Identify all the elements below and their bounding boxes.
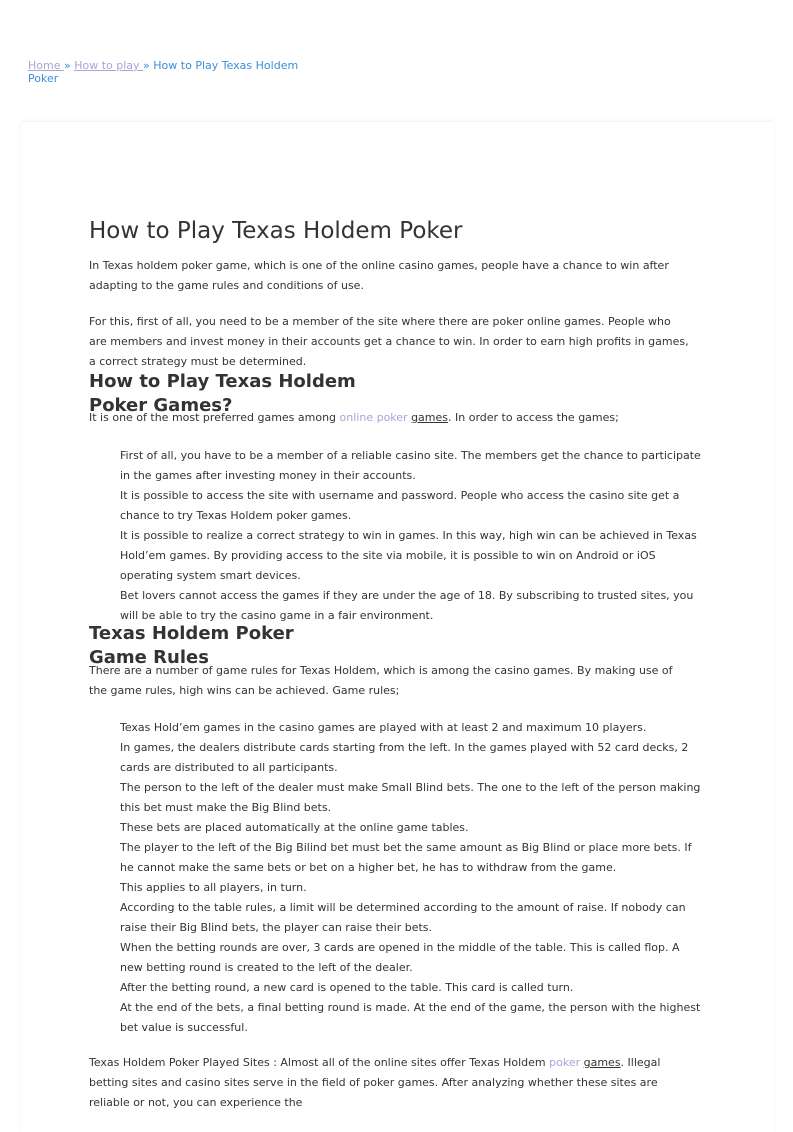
list-item: At the end of the bets, a final betting round is made. At the end of the game, the person with the highest bet value is successful.: [120, 1001, 701, 1034]
list-item: When the betting rounds are over, 3 cards are opened in the middle of the table. This is called flop. A new betting round is created to the left of the dealer.: [120, 941, 680, 974]
list-item: First of all, you have to be a member of a reliable casino site. The members get the chance to participate in the games after investing money in their accounts.: [120, 449, 701, 482]
breadcrumb-how-to-play-link[interactable]: How to play: [74, 59, 144, 72]
breadcrumb: [28, 59, 308, 85]
list-item: In games, the dealers distribute cards starting from the left. In the games played with 52 card decks, 2 cards are distributed to all participants.: [120, 741, 689, 774]
list-item: According to the table rules, a limit will be determined according to the amount of raise. If nobody can raise their Big Blind bets, the player can raise their bets.: [120, 901, 686, 934]
online-poker-link[interactable]: online poker: [339, 411, 412, 424]
breadcrumb-separator: »: [143, 59, 154, 72]
poker-link[interactable]: poker: [549, 1056, 584, 1069]
list-item: The person to the left of the dealer must make Small Blind bets. The one to the left of the person making this bet must make the Big Blind bets.: [120, 781, 701, 814]
intro-paragraph-1: In Texas holdem poker game, which is one of the online casino games, people have a chance to win after adapting to the game rules and conditions of use.: [89, 259, 669, 292]
list-item: It is possible to access the site with username and password. People who access the casino site get a chance to try Texas Holdem poker games.: [120, 489, 680, 522]
section-2-lead: There are a number of game rules for Texas Holdem, which is among the casino games. By making use of the game rules, high wins can be achieved. Game rules;: [89, 664, 673, 697]
list-item: Texas Hold’em games in the casino games are played with at least 2 and maximum 10 players.: [120, 721, 647, 734]
games-link[interactable]: games: [411, 411, 449, 424]
section-1-lead-text: It is one of the most preferred games among: [89, 411, 340, 424]
page-title: How to Play Texas Holdem Poker: [89, 218, 463, 244]
breadcrumb-separator: »: [63, 59, 75, 72]
breadcrumb-current-page: How to Play Texas Holdem Poker: [28, 59, 299, 85]
intro-paragraph-2: For this, first of all, you need to be a member of the site where there are poker online games. People who are members and invest money in their accounts get a chance to win. In order to earn high profits in games, a correct strategy must be determined.: [89, 315, 689, 368]
closing-text-end: . Illegal betting sites and casino sites serve in the field of poker games. After analyzing whether these sites are reliable or not, you can experience the: [89, 1056, 661, 1109]
closing-text: Texas Holdem Poker Played Sites : Almost all of the online sites offer Texas Holdem: [89, 1056, 550, 1069]
section-2-list: [120, 718, 705, 1038]
section-heading-game-rules: Texas Holdem Poker Game Rules: [89, 623, 294, 668]
list-item: These bets are placed automatically at the online game tables.: [120, 821, 469, 834]
games-link-closing[interactable]: games: [583, 1056, 621, 1069]
section-1-lead: [89, 408, 689, 428]
list-item: The player to the left of the Big Bilind bet must bet the same amount as Big Blind or place more bets. If he cannot make the same bets or bet on a higher bet, he has to withdraw from the game.: [120, 841, 692, 874]
closing-paragraph: [89, 1053, 689, 1113]
section-heading-how-to-play: How to Play Texas Holdem Poker Games?: [89, 371, 356, 416]
section-1-lead-text-end: . In order to access the games;: [448, 411, 619, 424]
section-1-list: [120, 446, 705, 626]
list-item: After the betting round, a new card is opened to the table. This card is called turn.: [120, 981, 574, 994]
list-item: This applies to all players, in turn.: [120, 881, 307, 894]
list-item: It is possible to realize a correct strategy to win in games. In this way, high win can be achieved in Texas Hold’em games. By providing access to the site via mobile, it is possible to win on Android or iOS operating system smart devices.: [120, 529, 697, 582]
breadcrumb-home-link[interactable]: Home: [28, 59, 64, 72]
list-item: Bet lovers cannot access the games if they are under the age of 18. By subscribing to trusted sites, you will be able to try the casino game in a fair environment.: [120, 589, 694, 622]
